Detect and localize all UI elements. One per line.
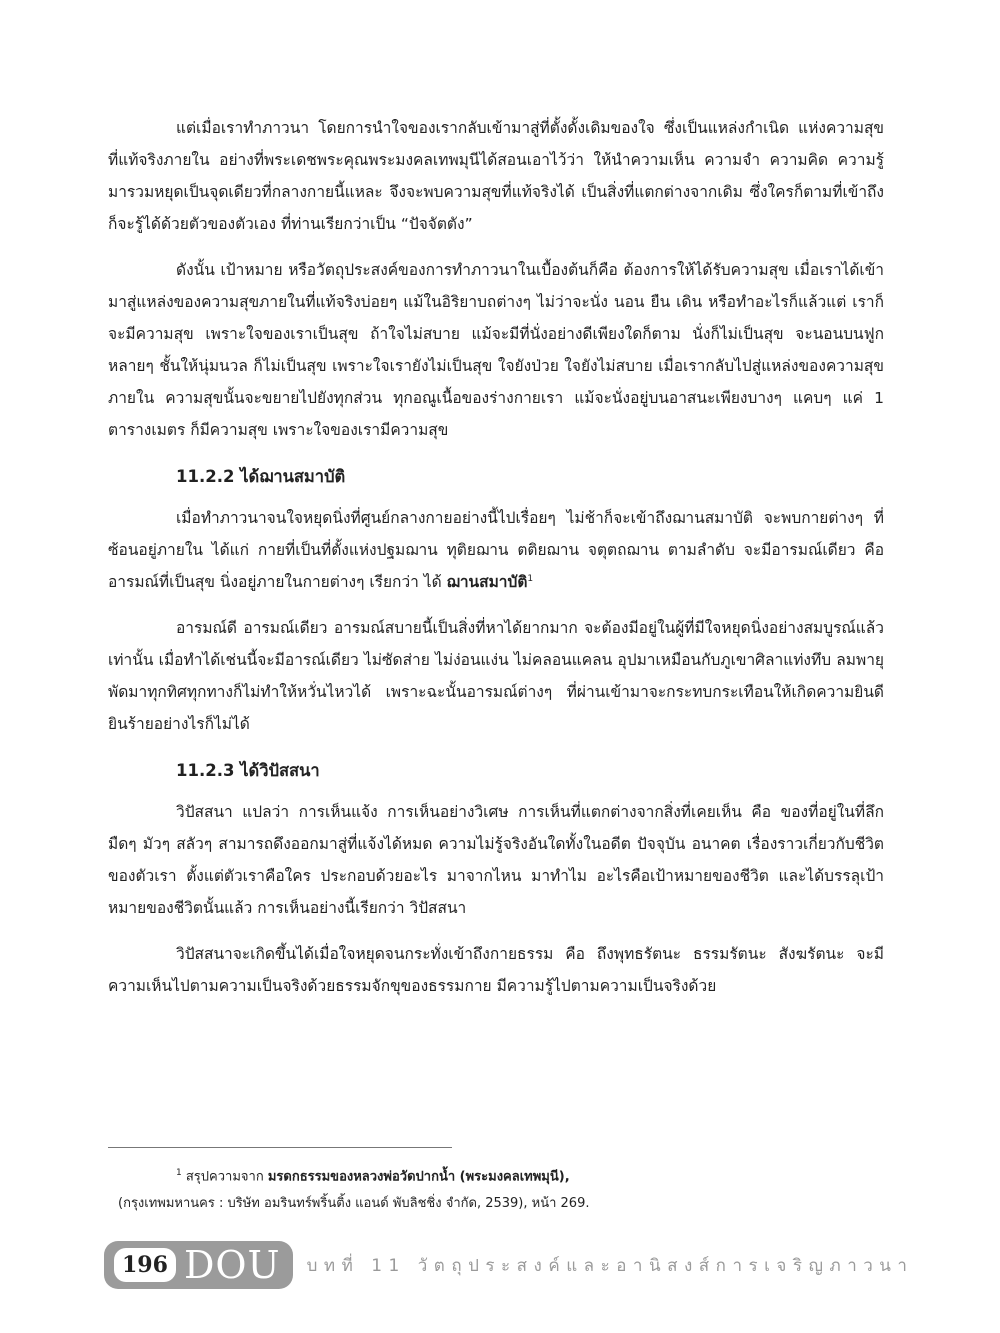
paragraph-5: วิปัสสนา แปลว่า การเห็นแจ้ง การเห็นอย่างวิเศษ การเห็นที่แตกต่างจากสิ่งที่เคยเห็น คือ ของที่อยู่ในที่ลึก มืดๆ มัวๆ สลัวๆ สามารถดึงออกมาสู่ที่แจ้งได้หมด ความไม่รู้จริงอันใดทั้งในอดีต ปัจจุบัน อนาคต เรื่องราวเกี่ยวกับชีวิตของตัวเรา ตั้งแต่ตัวเราคือใคร ประกอบด้วยอะไร มาจากไหน มาทำไม อะไรคือเป้าหมายของชีวิต และได้บรรลุเป้าหมายของชีวิตนั้นแล้ว การเห็นอย่างนี้เรียกว่า วิปัสสนา [108, 803, 884, 917]
paragraph-1: แต่เมื่อเราทำภาวนา โดยการนำใจของเรากลับเข้ามาสู่ที่ตั้งดั้งเดิมของใจ ซึ่งเป็นแหล่งกำเนิด แห่งความสุขที่แท้จริงภายใน อย่างที่พระเดชพระคุณพระมงคลเทพมุนีได้สอนเอาไว้ว่า ให้นำความเห็น ความจำ ความคิด ความรู้ มารวมหยุดเป็นจุดเดียวที่กลางกายนี้แหละ จึงจะพบความสุขที่แท้จริงได้ เป็นสิ่งที่แตกต่างจากเดิม ซึ่งใครก็ตามที่เข้าถึงก็จะรู้ได้ด้วยตัวของตัวเอง ที่ท่านเรียกว่าเป็น “ปัจจัตตัง” [108, 119, 884, 233]
footnote-divider [108, 1147, 452, 1148]
footnote [108, 1160, 908, 1217]
paragraph-3 [108, 502, 884, 598]
footnote-line-2: (กรุงเทพมหานคร : บริษัท อมรินทร์พริ้นติ้ง แอนด์ พับลิชชิ่ง จำกัด, 2539), หน้า 269. [118, 1196, 590, 1212]
main-content [108, 112, 884, 1002]
footnote-title: มรดกธรรมของหลวงพ่อวัดปากน้ำ (พระมงคลเทพมุนี) [267, 1169, 565, 1185]
footnote-line-1 [108, 1160, 908, 1190]
dou-logo: DOU [183, 1243, 281, 1287]
footnote-number: 1 [176, 1168, 182, 1178]
footnote-reference[interactable]: 1 [527, 573, 534, 584]
paragraph-3-text: เมื่อทำภาวนาจนใจหยุดนิ่งที่ศูนย์กลางกายอย่างนี้ไปเรื่อยๆ ไม่ช้าก็จะเข้าถึงฌานสมาบัติ จะพบกายต่างๆ ที่ซ้อนอยู่ภายใน ได้แก่ กายที่เป็นที่ตั้งแห่งปฐมฌาน ทุติยฌาน ตติยฌาน จตุตถฌาน ตามลำดับ จะมีอารมณ์เดียว คือ อารมณ์ที่เป็นสุข นิ่งอยู่ภายในกายต่างๆ เรียกว่า ได้ [108, 509, 884, 591]
page-footer [104, 1241, 913, 1289]
paragraph-2: ดังนั้น เป้าหมาย หรือวัตถุประสงค์ของการทำภาวนาในเบื้องต้นก็คือ ต้องการให้ได้รับความสุข เมื่อเราได้เข้ามาสู่แหล่งของความสุขภายในที่แท้จริงบ่อยๆ แม้ในอิริยาบถต่างๆ ไม่ว่าจะนั่ง นอน ยืน เดิน หรือทำอะไรก็แล้วแต่ เราก็จะมีความสุข เพราะใจของเราเป็นสุข ถ้าใจไม่สบาย แม้จะมีที่นั่งอย่างดีเพียงใดก็ตาม นั่งก็ไม่เป็นสุข จะนอนบนฟูกหลายๆ ชั้นให้นุ่มนวล ก็ไม่เป็นสุข เพราะใจเรายังไม่เป็นสุข ใจยังป่วย ใจยังไม่สบาย เมื่อเรากลับไปสู่แหล่งของความสุขภายใน ความสุขนั้นจะขยายไปยังทุกส่วน ทุกอณูเนื้อของร่างกายเรา แม้จะนั่งอยู่บนอาสนะเพียงบางๆ แคบๆ แค่ 1 ตารางเมตร ก็มีความสุข เพราะใจของเรามีความสุข [108, 261, 884, 439]
paragraph-3-bold-term: ฌานสมาบัติ [446, 573, 528, 591]
section-heading-vipassana: 11.2.3 ได้วิปัสสนา [176, 761, 320, 780]
paragraph-6: วิปัสสนาจะเกิดขึ้นได้เมื่อใจหยุดจนกระทั่งเข้าถึงกายธรรม คือ ถึงพุทธรัตนะ ธรรมรัตนะ สังฆรัตนะ จะมีความเห็นไปตามความเป็นจริงด้วยธรรมจักขุของธรรมกาย มีความรู้ไปตามความเป็นจริงด้วย [108, 945, 884, 995]
footer-badge [104, 1241, 293, 1289]
paragraph-4: อารมณ์ดี อารมณ์เดียว อารมณ์สบายนี้เป็นสิ่งที่หาได้ยากมาก จะต้องมีอยู่ในผู้ที่มีใจหยุดนิ่งอย่างสมบูรณ์แล้วเท่านั้น เมื่อทำได้เช่นนี้จะมีอารณ์เดียว ไม่ซัดส่าย ไม่ง่อนแง่น ไม่คลอนแคลน อุปมาเหมือนกับภูเขาศิลาแท่งทึบ ลมพายุพัดมาทุกทิศทุกทางก็ไม่ทำให้หวั่นไหวได้ เพราะฉะนั้นอารมณ์ต่างๆ ที่ผ่านเข้ามาจะกระทบกระเทือนให้เกิดความยินดียินร้ายอย่างไรก็ไม่ได้ [108, 619, 884, 733]
footnote-prefix: สรุปความจาก [185, 1169, 268, 1185]
page-number: 196 [114, 1248, 176, 1282]
footnote-title-suffix: , [564, 1169, 570, 1185]
section-heading-jhana: 11.2.2 ได้ฌานสมาบัติ [176, 467, 346, 486]
chapter-title: บทที่ 11 วัตถุประสงค์และอานิสงส์การเจริญภาวนา [306, 1255, 914, 1276]
